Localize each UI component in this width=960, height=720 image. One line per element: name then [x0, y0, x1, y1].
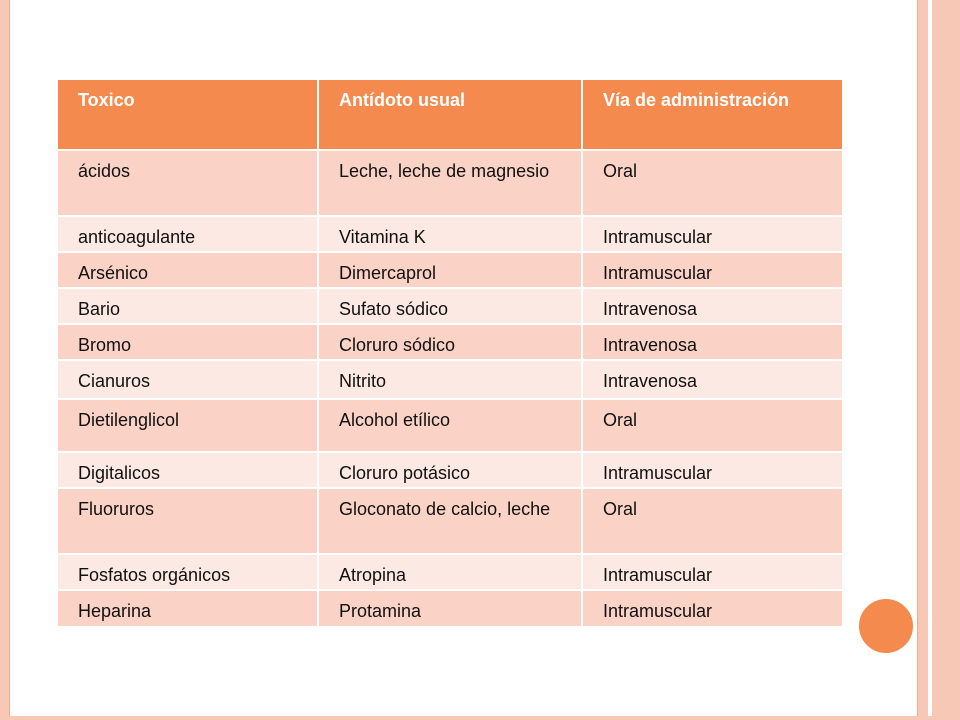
cell-via: Intramuscular [582, 216, 842, 252]
slide-frame-right-outer [932, 0, 960, 720]
cell-toxico: Bario [58, 288, 318, 324]
cell-antidoto: Dimercaprol [318, 252, 582, 288]
cell-via: Intramuscular [582, 554, 842, 590]
table-row [58, 590, 842, 626]
cell-antidoto: Gloconato de calcio, leche [318, 488, 582, 554]
cell-via: Intramuscular [582, 590, 842, 626]
cell-toxico: Fosfatos orgánicos [58, 554, 318, 590]
cell-antidoto: Vitamina K [318, 216, 582, 252]
table-row [58, 360, 842, 399]
slide-frame-left-line [9, 0, 10, 720]
cell-toxico: Cianuros [58, 360, 318, 399]
accent-circle [857, 597, 915, 655]
table-row [58, 216, 842, 252]
header-via: Vía de administración [582, 80, 842, 150]
cell-via: Intravenosa [582, 360, 842, 399]
slide-frame-bottom [0, 716, 960, 720]
cell-toxico: Arsénico [58, 252, 318, 288]
table-row [58, 399, 842, 452]
cell-antidoto: Protamina [318, 590, 582, 626]
cell-via: Oral [582, 488, 842, 554]
cell-via: Intramuscular [582, 252, 842, 288]
table-row [58, 554, 842, 590]
cell-toxico: Bromo [58, 324, 318, 360]
header-toxico: Toxico [58, 80, 318, 150]
cell-toxico: anticoagulante [58, 216, 318, 252]
antidote-table [58, 80, 842, 626]
table-row [58, 150, 842, 216]
cell-via: Oral [582, 150, 842, 216]
cell-antidoto: Leche, leche de magnesio [318, 150, 582, 216]
table-row [58, 488, 842, 554]
table-row [58, 252, 842, 288]
table-header-row [58, 80, 842, 150]
cell-toxico: ácidos [58, 150, 318, 216]
cell-via: Intravenosa [582, 288, 842, 324]
cell-via: Intravenosa [582, 324, 842, 360]
cell-antidoto: Atropina [318, 554, 582, 590]
table-row [58, 288, 842, 324]
cell-antidoto: Cloruro potásico [318, 452, 582, 488]
cell-antidoto: Cloruro sódico [318, 324, 582, 360]
cell-antidoto: Sufato sódico [318, 288, 582, 324]
cell-toxico: Digitalicos [58, 452, 318, 488]
cell-via: Intramuscular [582, 452, 842, 488]
cell-antidoto: Nitrito [318, 360, 582, 399]
cell-toxico: Dietilenglicol [58, 399, 318, 452]
table-row [58, 324, 842, 360]
cell-toxico: Heparina [58, 590, 318, 626]
cell-toxico: Fluoruros [58, 488, 318, 554]
header-antidoto: Antídoto usual [318, 80, 582, 150]
cell-via: Oral [582, 399, 842, 452]
cell-antidoto: Alcohol etílico [318, 399, 582, 452]
table-row [58, 452, 842, 488]
slide-frame-right-inner [918, 0, 928, 720]
slide-frame-left [0, 0, 9, 720]
